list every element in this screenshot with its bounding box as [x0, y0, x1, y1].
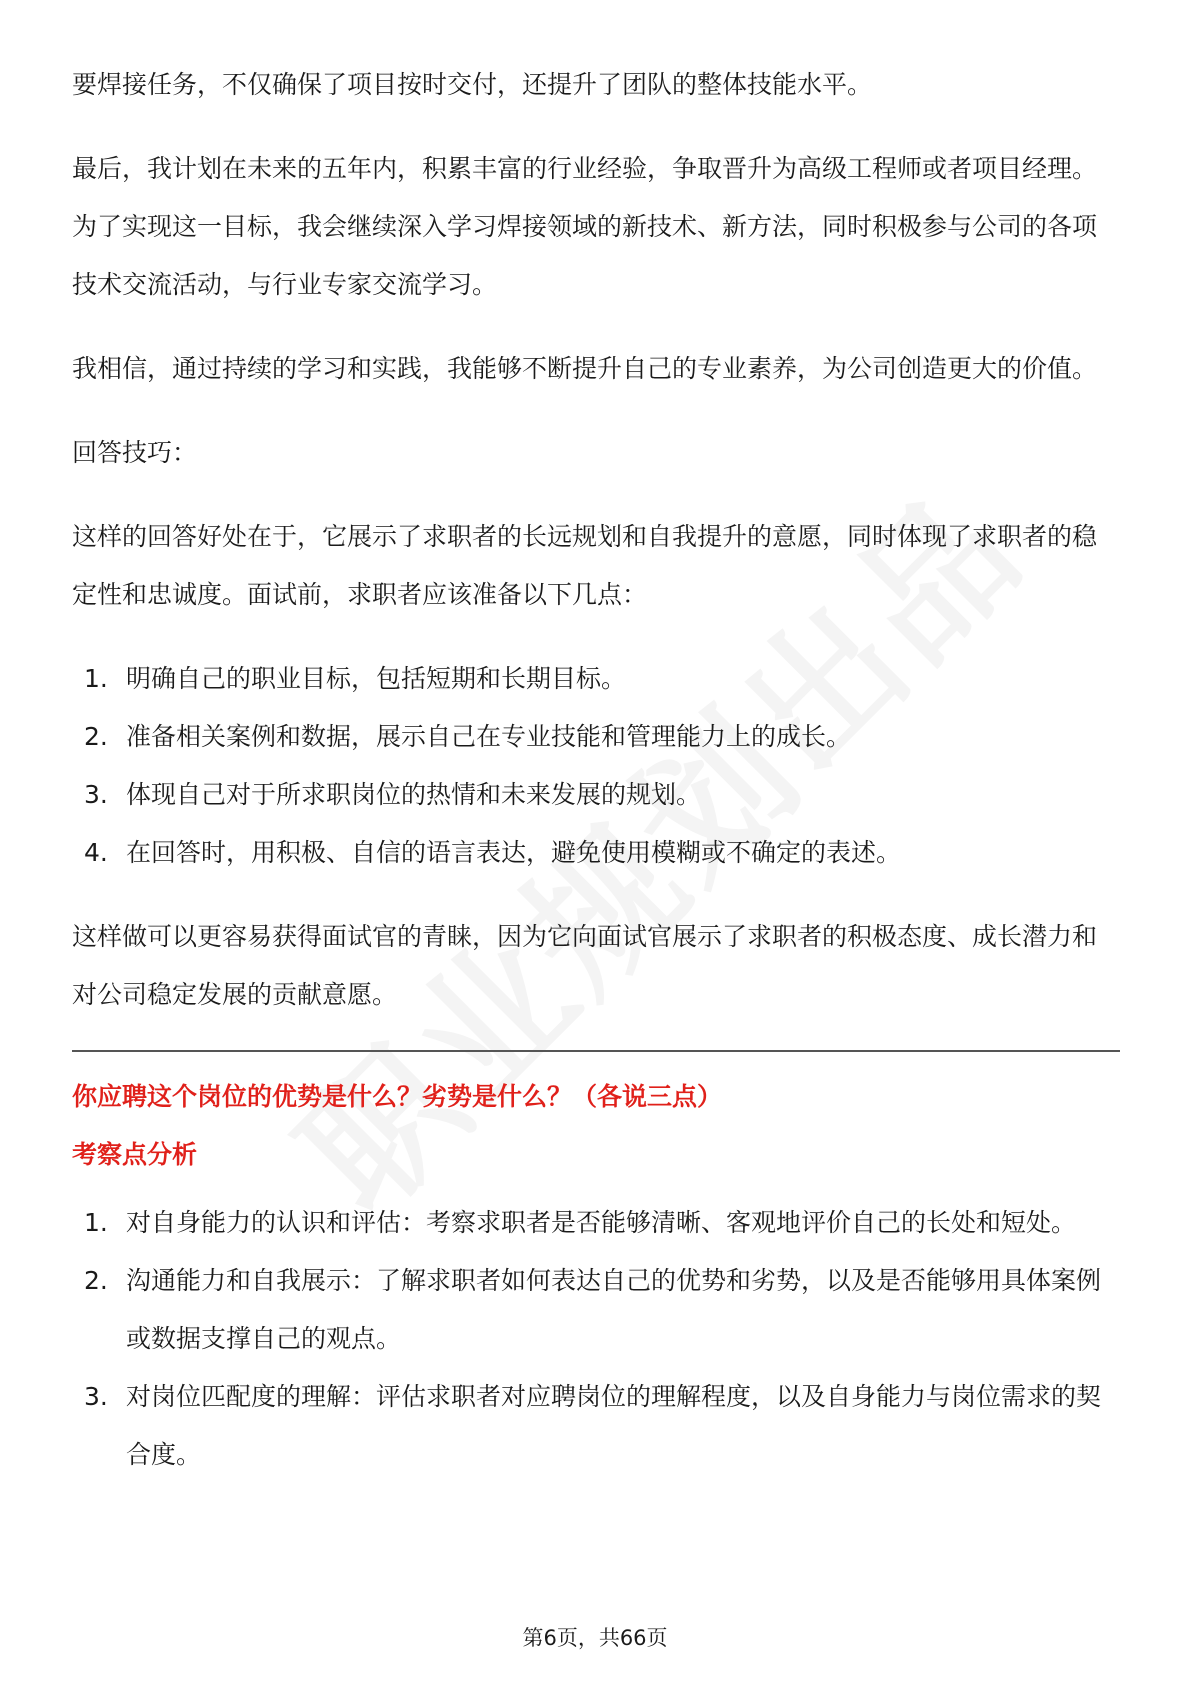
plan-paragraph: 最后，我计划在未来的五年内，积累丰富的行业经验，争取晋升为高级工程师或者项目经理。为了实现这一目标，我会继续深入学习焊接领域的新技术、新方法，同时积极参与公司的各项技术交流活动，与行业专家交流学习。: [72, 154, 1098, 299]
list-item-number: 1.: [84, 1208, 108, 1237]
analysis-heading: 考察点分析: [72, 1140, 198, 1169]
section-divider: [72, 1050, 1120, 1052]
tips-list: [72, 650, 1120, 882]
list-item: [72, 708, 1120, 766]
list-item-number: 4.: [84, 838, 108, 867]
analysis-list: [72, 1194, 1120, 1484]
list-item: [72, 766, 1120, 824]
list-item-number: 3.: [84, 780, 108, 809]
list-item-number: 1.: [84, 664, 108, 693]
list-item-text: 准备相关案例和数据，展示自己在专业技能和管理能力上的成长。: [126, 722, 852, 751]
intro-tail-paragraph: 要焊接任务，不仅确保了项目按时交付，还提升了团队的整体技能水平。: [72, 70, 873, 99]
belief-paragraph: 我相信，通过持续的学习和实践，我能够不断提升自己的专业素养，为公司创造更大的价值。: [72, 354, 1098, 383]
list-item-text: 体现自己对于所求职岗位的热情和未来发展的规划。: [126, 780, 702, 809]
list-item: [72, 1368, 1120, 1484]
page-content: [72, 56, 1120, 1510]
tips-paragraph: 这样的回答好处在于，它展示了求职者的长远规划和自我提升的意愿，同时体现了求职者的稳定性和忠诚度。面试前，求职者应该准备以下几点：: [72, 522, 1098, 609]
question-title: 你应聘这个岗位的优势是什么？劣势是什么？（各说三点）: [72, 1082, 723, 1111]
page-footer: 第6页，共66页: [522, 1626, 668, 1650]
list-item-text: 对岗位匹配度的理解：评估求职者对应聘岗位的理解程度，以及自身能力与岗位需求的契合度。: [126, 1382, 1102, 1469]
list-item: [72, 1252, 1120, 1368]
list-item-number: 2.: [84, 1266, 108, 1295]
list-item-text: 在回答时，用积极、自信的语言表达，避免使用模糊或不确定的表述。: [126, 838, 902, 867]
conclusion-paragraph: 这样做可以更容易获得面试官的青睐，因为它向面试官展示了求职者的积极态度、成长潜力和对公司稳定发展的贡献意愿。: [72, 922, 1098, 1009]
list-item: [72, 1194, 1120, 1252]
list-item: [72, 650, 1120, 708]
list-item-text: 对自身能力的认识和评估：考察求职者是否能够清晰、客观地评价自己的长处和短处。: [126, 1208, 1077, 1237]
list-item-number: 3.: [84, 1382, 108, 1411]
list-item-number: 2.: [84, 722, 108, 751]
list-item-text: 沟通能力和自我展示：了解求职者如何表达自己的优势和劣势，以及是否能够用具体案例或数据支撑自己的观点。: [126, 1266, 1102, 1353]
list-item: [72, 824, 1120, 882]
tips-heading: 回答技巧：: [72, 438, 198, 467]
list-item-text: 明确自己的职业目标，包括短期和长期目标。: [126, 664, 627, 693]
